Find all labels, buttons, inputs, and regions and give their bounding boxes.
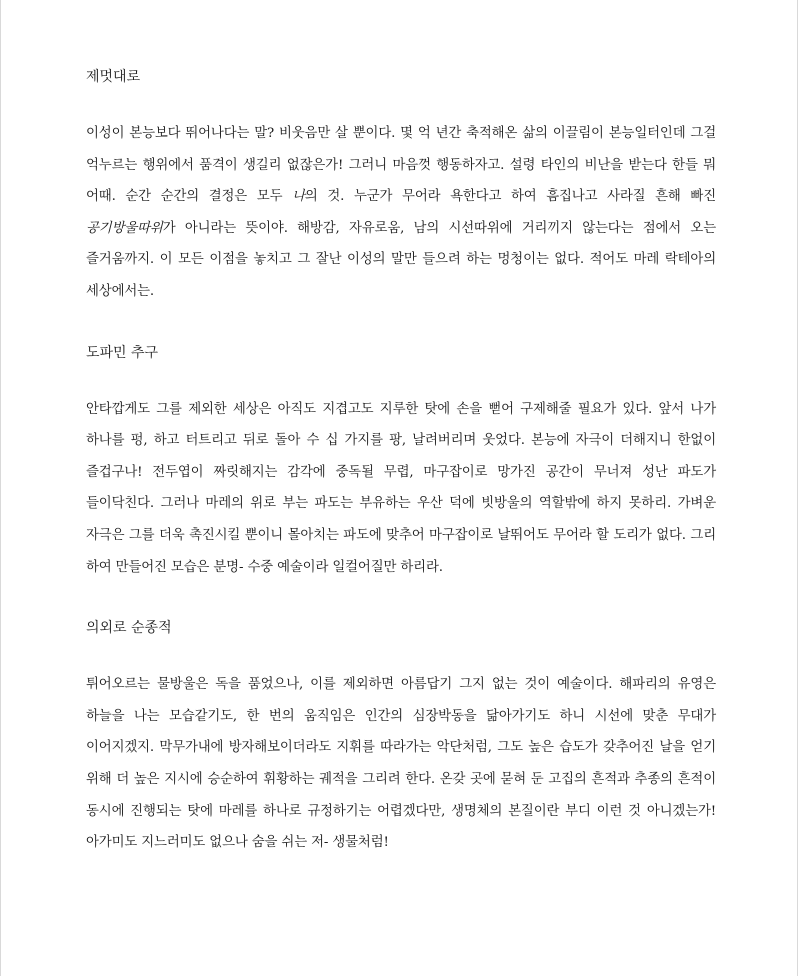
emphasis-na: 나 (292, 189, 305, 205)
section-title-obedient: 의외로 순종적 (86, 620, 172, 637)
document-content (86, 63, 716, 859)
body-text: 가 아니라는 뜻이야. 해방감, 자유로움, 남의 시선따위에 거리끼지 않는다는 점에서 오는 즐거움까지. 이 모든 이점을 놓치고 그 잘난 이성의 말만 들으려 하는 멍청이는 없다. 적어도 마레 락테아의 세상에서는. (86, 220, 716, 299)
section-body-dopamine: 안타깝게도 그를 제외한 세상은 아직도 지겹고도 지루한 탓에 손을 뻗어 구제해줄 필요가 있다. 앞서 나가 하나를 펑, 하고 터트리고 뒤로 돌아 수 십 가지를 팡, 날려버리며 웃었다. 본능에 자극이 더해지니 한없이 즐겁구나! 전두엽이 짜릿해지는 감각에 중독될 무렵, 마구잡이로 망가진 공간이 무너져 성난 파도가 들이닥친다. 그러나 마레의 위로 부는 파도는 부유하는 우산 덕에 빗방울의 역할밖에 하지 못하리. 가벼운 자극은 그를 더욱 촉진시킬 뿐이니 몰아치는 파도에 맞추어 마구잡이로 날뛰어도 무어라 할 도리가 없다. 그리 하여 만들어진 모습은 분명- 수중 예술이라 일컬어질만 하리라. (86, 401, 716, 575)
section-body-obedient: 튀어오르는 물방울은 독을 품었으나, 이를 제외하면 아름답기 그지 없는 것이 예술이다. 해파리의 유영은 하늘을 나는 모습같기도, 한 번의 움직임은 인간의 심장박동을 닮아가기도 하니 시선에 맞춘 무대가 이어지겠지. 막무가내에 방자해보이더라도 지휘를 따라가는 악단처럼, 그도 높은 습도가 갖추어진 날을 얻기 위해 더 높은 지시에 승순하여 휘황하는 궤적을 그리려 한다. 온갖 곳에 묻혀 둔 고집의 흔적과 추종의 흔적이 동시에 진행되는 탓에 마레를 하나로 규정하기는 어렵겠다만, 생명체의 본질이란 부디 이런 것 아니겠는가! 아가미도 지느러미도 없으나 숨을 쉬는 저- 생물처럼! (86, 677, 716, 851)
body-text: 의 것. 누군가 무어라 욕한다고 하여 흠집나고 사라질 흔해 빠진 (304, 189, 716, 205)
section-title-self-will: 제멋대로 (86, 69, 141, 85)
emphasis-air-bubble: 공기방울따위 (86, 220, 163, 236)
body-text: 이성이 본능보다 뛰어나다는 말? 비웃음만 살 뿐이다. 몇 억 년간 축적해온 삶의 이끌림이 본능일터인데 그걸 억누르는 행위에서 품격이 생길리 없잖은가! 그러니 마음껏 행동하자고. 설령 타인의 비난을 받는다 한들 뭐 어때. 순간 순간의 결정은 모두 (86, 126, 716, 205)
section-title-dopamine: 도파민 추구 (86, 344, 159, 361)
section-body-self-will (86, 118, 716, 308)
